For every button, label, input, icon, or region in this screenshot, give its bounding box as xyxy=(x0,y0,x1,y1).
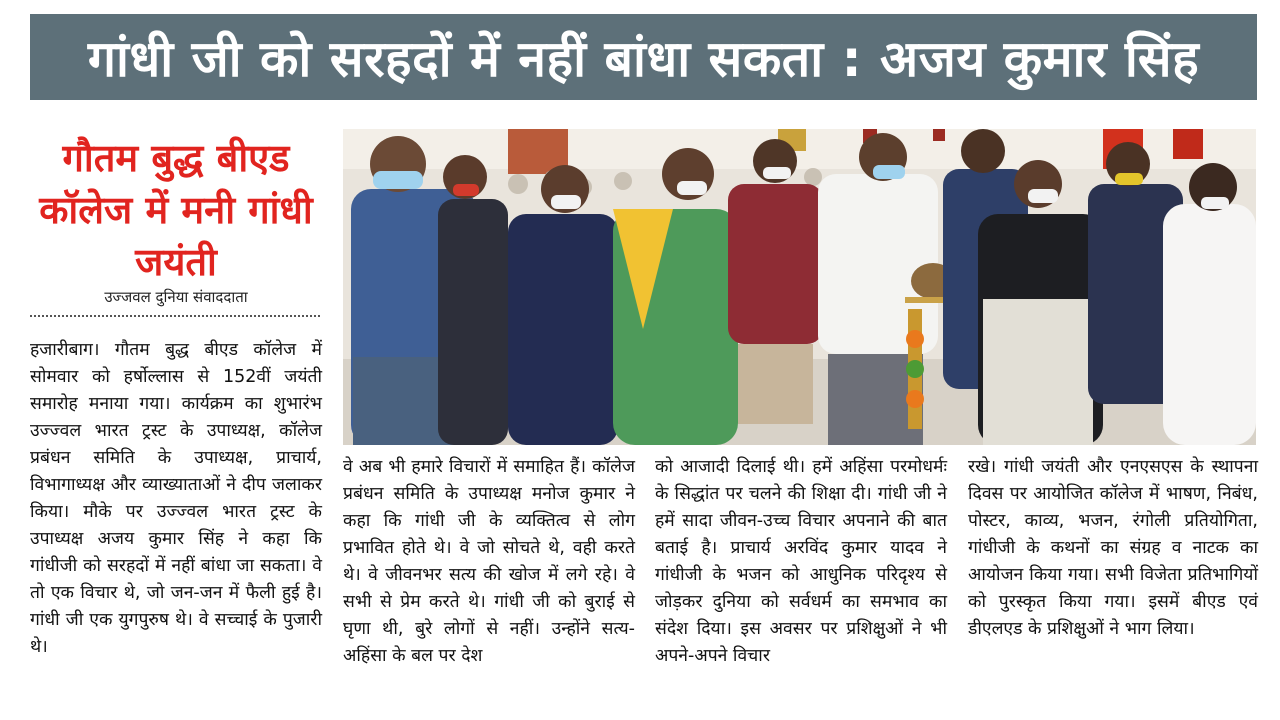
headline-banner xyxy=(30,14,1257,100)
byline: उज्जवल दुनिया संवाददाता xyxy=(104,288,248,306)
event-photo-illustration xyxy=(343,129,1256,445)
article-column-4: रखे। गांधी जयंती और एनएसएस के स्थापना दिवस पर आयोजित कॉलेज में भाषण, निबंध, पोस्टर, काव्य, भजन, रंगोली प्रतियोगिता, गांधीजी के कथनों का संग्रह व नाटक का आयोजन किया गया। सभी विजेता प्रतिभागियों को पुरस्कृत किया गया। इसमें बीएड एवं डीएलएड के प्रशिक्षुओं ने भाग लिया। xyxy=(968,457,1258,639)
article-column-3: को आजादी दिलाई थी। हमें अहिंसा परमोधर्मः के सिद्धांत पर चलने की शिक्षा दी। गांधी जी ने हमें सादा जीवन-उच्च विचार अपनाने की बात बताई है। प्राचार्य अरविंद कुमार यादव ने गांधीजी के भजन को आधुनिक परिदृश्य से जोड़कर दुनिया को सर्वधर्म का समभाव का संदेश दिया। इस अवसर पर प्रशिक्षुओं ने भी अपने-अपने विचार xyxy=(655,457,947,666)
event-photo xyxy=(343,129,1256,445)
article-column-1: हजारीबाग। गौतम बुद्ध बीएड कॉलेज में सोमवार को हर्षोल्लास से 152वीं जयंती समारोह मनाया गया। कार्यक्रम का शुभारंभ उज्ज्वल भारत ट्रस्ट के उपाध्यक्ष, कॉलेज प्रबंधन समिति के उपाध्यक्ष, प्राचार्य, विभागाध्यक्ष और व्याख्याताओं ने दीप जलाकर किया। मौके पर उज्ज्वल भारत ट्रस्ट के उपाध्यक्ष अजय कुमार सिंह ने कहा कि गांधीजी को सरहदों में नहीं बांधा जा सकता। वे तो एक विचार थे, जो जन-जन में फैली हुई है। गांधी जी एक युगपुरुष थे। वे सच्चाई के पुजारी थे। xyxy=(30,340,322,657)
article-column-2: वे अब भी हमारे विचारों में समाहित हैं। कॉलेज प्रबंधन समिति के उपाध्यक्ष मनोज कुमार ने कहा कि गांधी जी के व्यक्तित्व से लोग प्रभावित होते थे। वे जो सोचते थे, वही करते थे। वे जीवनभर सत्य की खोज में लगे रहे। वे सभी से प्रेम करते थे। गांधी जी को बुराई से घृणा थी, बुरे लोगों से नहीं। उन्होंने सत्य-अहिंसा के बल पर देश xyxy=(343,457,635,666)
subheadline: गौतम बुद्ध बीएड कॉलेज में मनी गांधी जयंती xyxy=(39,136,313,284)
headline: गांधी जी को सरहदों में नहीं बांधा सकता : अजय कुमार सिंह xyxy=(87,30,1200,88)
dotted-divider xyxy=(30,315,320,317)
